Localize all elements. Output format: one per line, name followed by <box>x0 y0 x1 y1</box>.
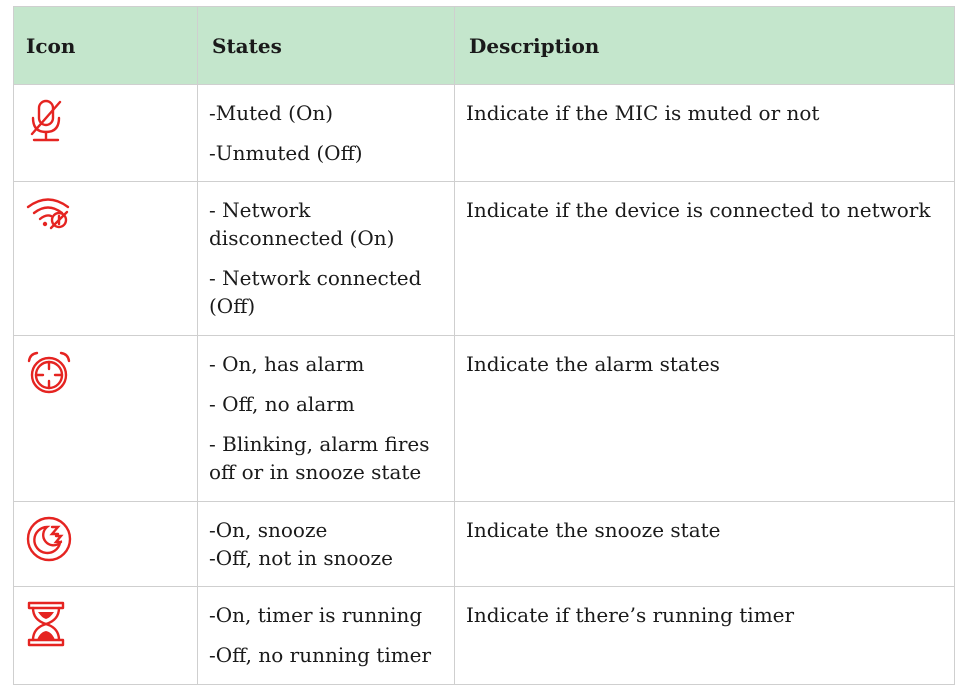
states-cell <box>198 502 455 587</box>
alarm-clock-icon <box>26 350 66 394</box>
state-text: - Network connected (Off) <box>209 266 422 318</box>
state-text: - Blinking, alarm fires off or in snooze state <box>209 432 430 484</box>
icon-cell <box>14 85 198 182</box>
header-description: Description <box>455 7 955 85</box>
table-row <box>14 587 955 685</box>
table-row <box>14 182 955 336</box>
states-cell <box>198 587 455 685</box>
state-text: -On, timer is running <box>209 603 423 627</box>
description-cell: Indicate the alarm states <box>455 336 955 502</box>
description-cell: Indicate if there’s running timer <box>455 587 955 685</box>
icon-cell <box>14 502 198 587</box>
header-states: States <box>198 7 455 85</box>
states-cell <box>198 182 455 336</box>
indicator-table <box>13 6 955 685</box>
state-text: - Off, no alarm <box>209 392 355 416</box>
state-text: -Unmuted (Off) <box>209 141 363 165</box>
state-text: - Network disconnected (On) <box>209 198 395 250</box>
description-cell: Indicate the snooze state <box>455 502 955 587</box>
state-text: -Off, not in snooze <box>209 546 393 570</box>
icon-cell <box>14 587 198 685</box>
description-cell: Indicate if the device is connected to network <box>455 182 955 336</box>
state-text: -Muted (On) <box>209 101 334 125</box>
mic-muted-icon <box>26 99 66 143</box>
description-cell: Indicate if the MIC is muted or not <box>455 85 955 182</box>
states-cell <box>198 85 455 182</box>
state-text: -Off, no running timer <box>209 643 432 667</box>
wifi-disconnected-icon <box>26 196 66 240</box>
icon-cell <box>14 182 198 336</box>
hourglass-icon <box>26 601 66 645</box>
header-icon: Icon <box>14 7 198 85</box>
table-row <box>14 336 955 502</box>
header-row <box>14 7 955 85</box>
state-text: - On, has alarm <box>209 352 365 376</box>
icon-cell <box>14 336 198 502</box>
table-row <box>14 85 955 182</box>
table-row <box>14 502 955 587</box>
states-cell <box>198 336 455 502</box>
state-text: -On, snooze <box>209 518 328 542</box>
snooze-moon-icon <box>26 516 66 560</box>
